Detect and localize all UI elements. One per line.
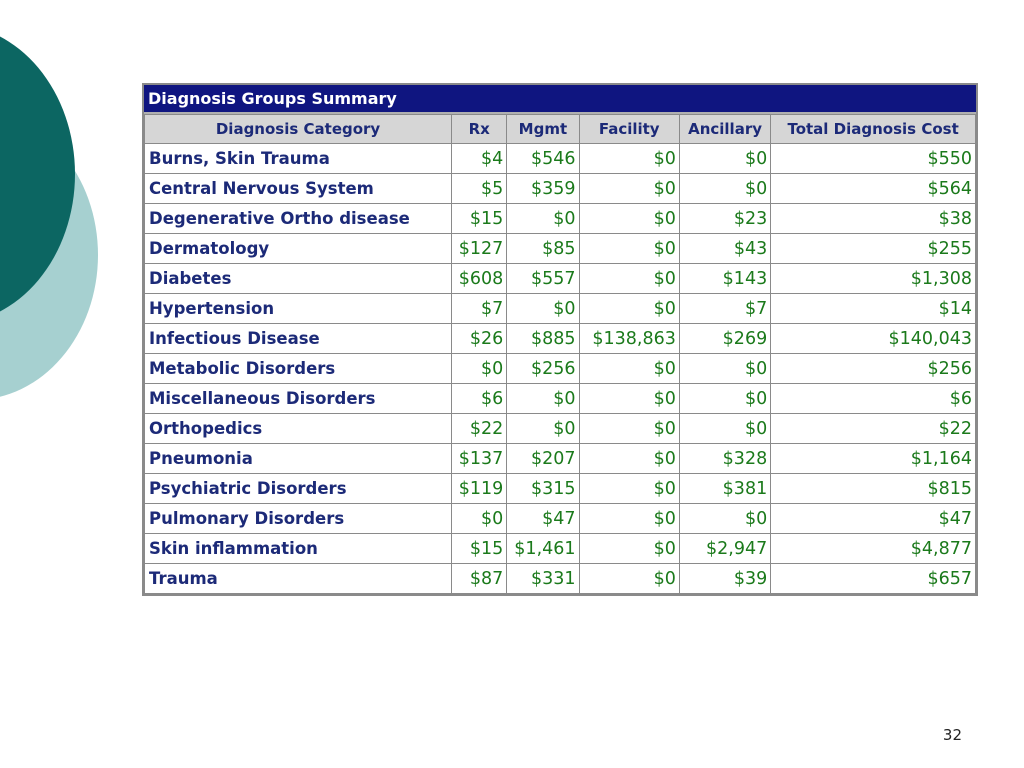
cell-facility: $0 bbox=[579, 564, 679, 594]
cell-total: $256 bbox=[771, 354, 976, 384]
cell-mgmt: $0 bbox=[507, 414, 579, 444]
cell-ancillary: $0 bbox=[679, 414, 770, 444]
table-row bbox=[145, 234, 976, 264]
cell-rx: $5 bbox=[452, 174, 507, 204]
cell-mgmt: $0 bbox=[507, 204, 579, 234]
table-row bbox=[145, 504, 976, 534]
cell-total: $255 bbox=[771, 234, 976, 264]
data-grid bbox=[144, 114, 976, 594]
cell-mgmt: $85 bbox=[507, 234, 579, 264]
cell-category: Miscellaneous Disorders bbox=[145, 384, 452, 414]
table-row bbox=[145, 414, 976, 444]
cell-total: $38 bbox=[771, 204, 976, 234]
cell-mgmt: $256 bbox=[507, 354, 579, 384]
table-row bbox=[145, 564, 976, 594]
cell-total: $47 bbox=[771, 504, 976, 534]
cell-category: Pneumonia bbox=[145, 444, 452, 474]
cell-rx: $608 bbox=[452, 264, 507, 294]
cell-rx: $0 bbox=[452, 504, 507, 534]
table-row bbox=[145, 294, 976, 324]
column-header-rx: Rx bbox=[452, 115, 507, 144]
cell-total: $6 bbox=[771, 384, 976, 414]
cell-rx: $6 bbox=[452, 384, 507, 414]
cell-mgmt: $1,461 bbox=[507, 534, 579, 564]
table-row bbox=[145, 474, 976, 504]
cell-facility: $0 bbox=[579, 294, 679, 324]
cell-rx: $87 bbox=[452, 564, 507, 594]
cell-rx: $0 bbox=[452, 354, 507, 384]
cell-category: Diabetes bbox=[145, 264, 452, 294]
cell-total: $1,164 bbox=[771, 444, 976, 474]
cell-total: $22 bbox=[771, 414, 976, 444]
cell-mgmt: $885 bbox=[507, 324, 579, 354]
cell-facility: $0 bbox=[579, 384, 679, 414]
cell-rx: $15 bbox=[452, 534, 507, 564]
cell-mgmt: $47 bbox=[507, 504, 579, 534]
cell-ancillary: $381 bbox=[679, 474, 770, 504]
cell-total: $564 bbox=[771, 174, 976, 204]
cell-ancillary: $143 bbox=[679, 264, 770, 294]
cell-mgmt: $0 bbox=[507, 294, 579, 324]
cell-category: Pulmonary Disorders bbox=[145, 504, 452, 534]
cell-mgmt: $557 bbox=[507, 264, 579, 294]
cell-facility: $0 bbox=[579, 444, 679, 474]
cell-mgmt: $207 bbox=[507, 444, 579, 474]
cell-category: Orthopedics bbox=[145, 414, 452, 444]
cell-category: Skin inflammation bbox=[145, 534, 452, 564]
header-row bbox=[145, 115, 976, 144]
cell-ancillary: $23 bbox=[679, 204, 770, 234]
cell-ancillary: $39 bbox=[679, 564, 770, 594]
table-row bbox=[145, 144, 976, 174]
cell-category: Psychiatric Disorders bbox=[145, 474, 452, 504]
table-row bbox=[145, 384, 976, 414]
cell-ancillary: $269 bbox=[679, 324, 770, 354]
cell-rx: $26 bbox=[452, 324, 507, 354]
cell-rx: $4 bbox=[452, 144, 507, 174]
cell-ancillary: $2,947 bbox=[679, 534, 770, 564]
cell-ancillary: $43 bbox=[679, 234, 770, 264]
cell-facility: $0 bbox=[579, 534, 679, 564]
cell-facility: $0 bbox=[579, 414, 679, 444]
column-header-category: Diagnosis Category bbox=[145, 115, 452, 144]
cell-category: Central Nervous System bbox=[145, 174, 452, 204]
cell-rx: $22 bbox=[452, 414, 507, 444]
cell-ancillary: $0 bbox=[679, 144, 770, 174]
cell-ancillary: $0 bbox=[679, 504, 770, 534]
column-header-total: Total Diagnosis Cost bbox=[771, 115, 976, 144]
cell-total: $1,308 bbox=[771, 264, 976, 294]
table-row bbox=[145, 444, 976, 474]
cell-facility: $0 bbox=[579, 474, 679, 504]
cell-rx: $137 bbox=[452, 444, 507, 474]
cell-category: Trauma bbox=[145, 564, 452, 594]
diagnosis-summary-table bbox=[142, 83, 978, 596]
table-row bbox=[145, 354, 976, 384]
cell-ancillary: $328 bbox=[679, 444, 770, 474]
cell-rx: $127 bbox=[452, 234, 507, 264]
cell-facility: $0 bbox=[579, 234, 679, 264]
cell-facility: $0 bbox=[579, 504, 679, 534]
cell-category: Burns, Skin Trauma bbox=[145, 144, 452, 174]
cell-total: $140,043 bbox=[771, 324, 976, 354]
cell-rx: $7 bbox=[452, 294, 507, 324]
cell-category: Degenerative Ortho disease bbox=[145, 204, 452, 234]
table-row bbox=[145, 264, 976, 294]
cell-facility: $0 bbox=[579, 174, 679, 204]
cell-mgmt: $0 bbox=[507, 384, 579, 414]
cell-total: $550 bbox=[771, 144, 976, 174]
page-number: 32 bbox=[942, 726, 962, 744]
cell-mgmt: $359 bbox=[507, 174, 579, 204]
cell-total: $4,877 bbox=[771, 534, 976, 564]
cell-total: $815 bbox=[771, 474, 976, 504]
table-row bbox=[145, 534, 976, 564]
table-row bbox=[145, 204, 976, 234]
cell-ancillary: $0 bbox=[679, 384, 770, 414]
cell-category: Metabolic Disorders bbox=[145, 354, 452, 384]
cell-mgmt: $546 bbox=[507, 144, 579, 174]
cell-category: Hypertension bbox=[145, 294, 452, 324]
cell-ancillary: $0 bbox=[679, 354, 770, 384]
cell-rx: $119 bbox=[452, 474, 507, 504]
table-body bbox=[145, 144, 976, 594]
table-row bbox=[145, 174, 976, 204]
cell-total: $657 bbox=[771, 564, 976, 594]
cell-facility: $0 bbox=[579, 354, 679, 384]
table-title: Diagnosis Groups Summary bbox=[144, 85, 976, 114]
cell-rx: $15 bbox=[452, 204, 507, 234]
column-header-facility: Facility bbox=[579, 115, 679, 144]
cell-category: Dermatology bbox=[145, 234, 452, 264]
cell-facility: $0 bbox=[579, 264, 679, 294]
column-header-ancillary: Ancillary bbox=[679, 115, 770, 144]
cell-category: Infectious Disease bbox=[145, 324, 452, 354]
cell-ancillary: $0 bbox=[679, 174, 770, 204]
cell-total: $14 bbox=[771, 294, 976, 324]
cell-mgmt: $315 bbox=[507, 474, 579, 504]
table-row bbox=[145, 324, 976, 354]
cell-mgmt: $331 bbox=[507, 564, 579, 594]
cell-ancillary: $7 bbox=[679, 294, 770, 324]
cell-facility: $138,863 bbox=[579, 324, 679, 354]
column-header-mgmt: Mgmt bbox=[507, 115, 579, 144]
cell-facility: $0 bbox=[579, 204, 679, 234]
cell-facility: $0 bbox=[579, 144, 679, 174]
